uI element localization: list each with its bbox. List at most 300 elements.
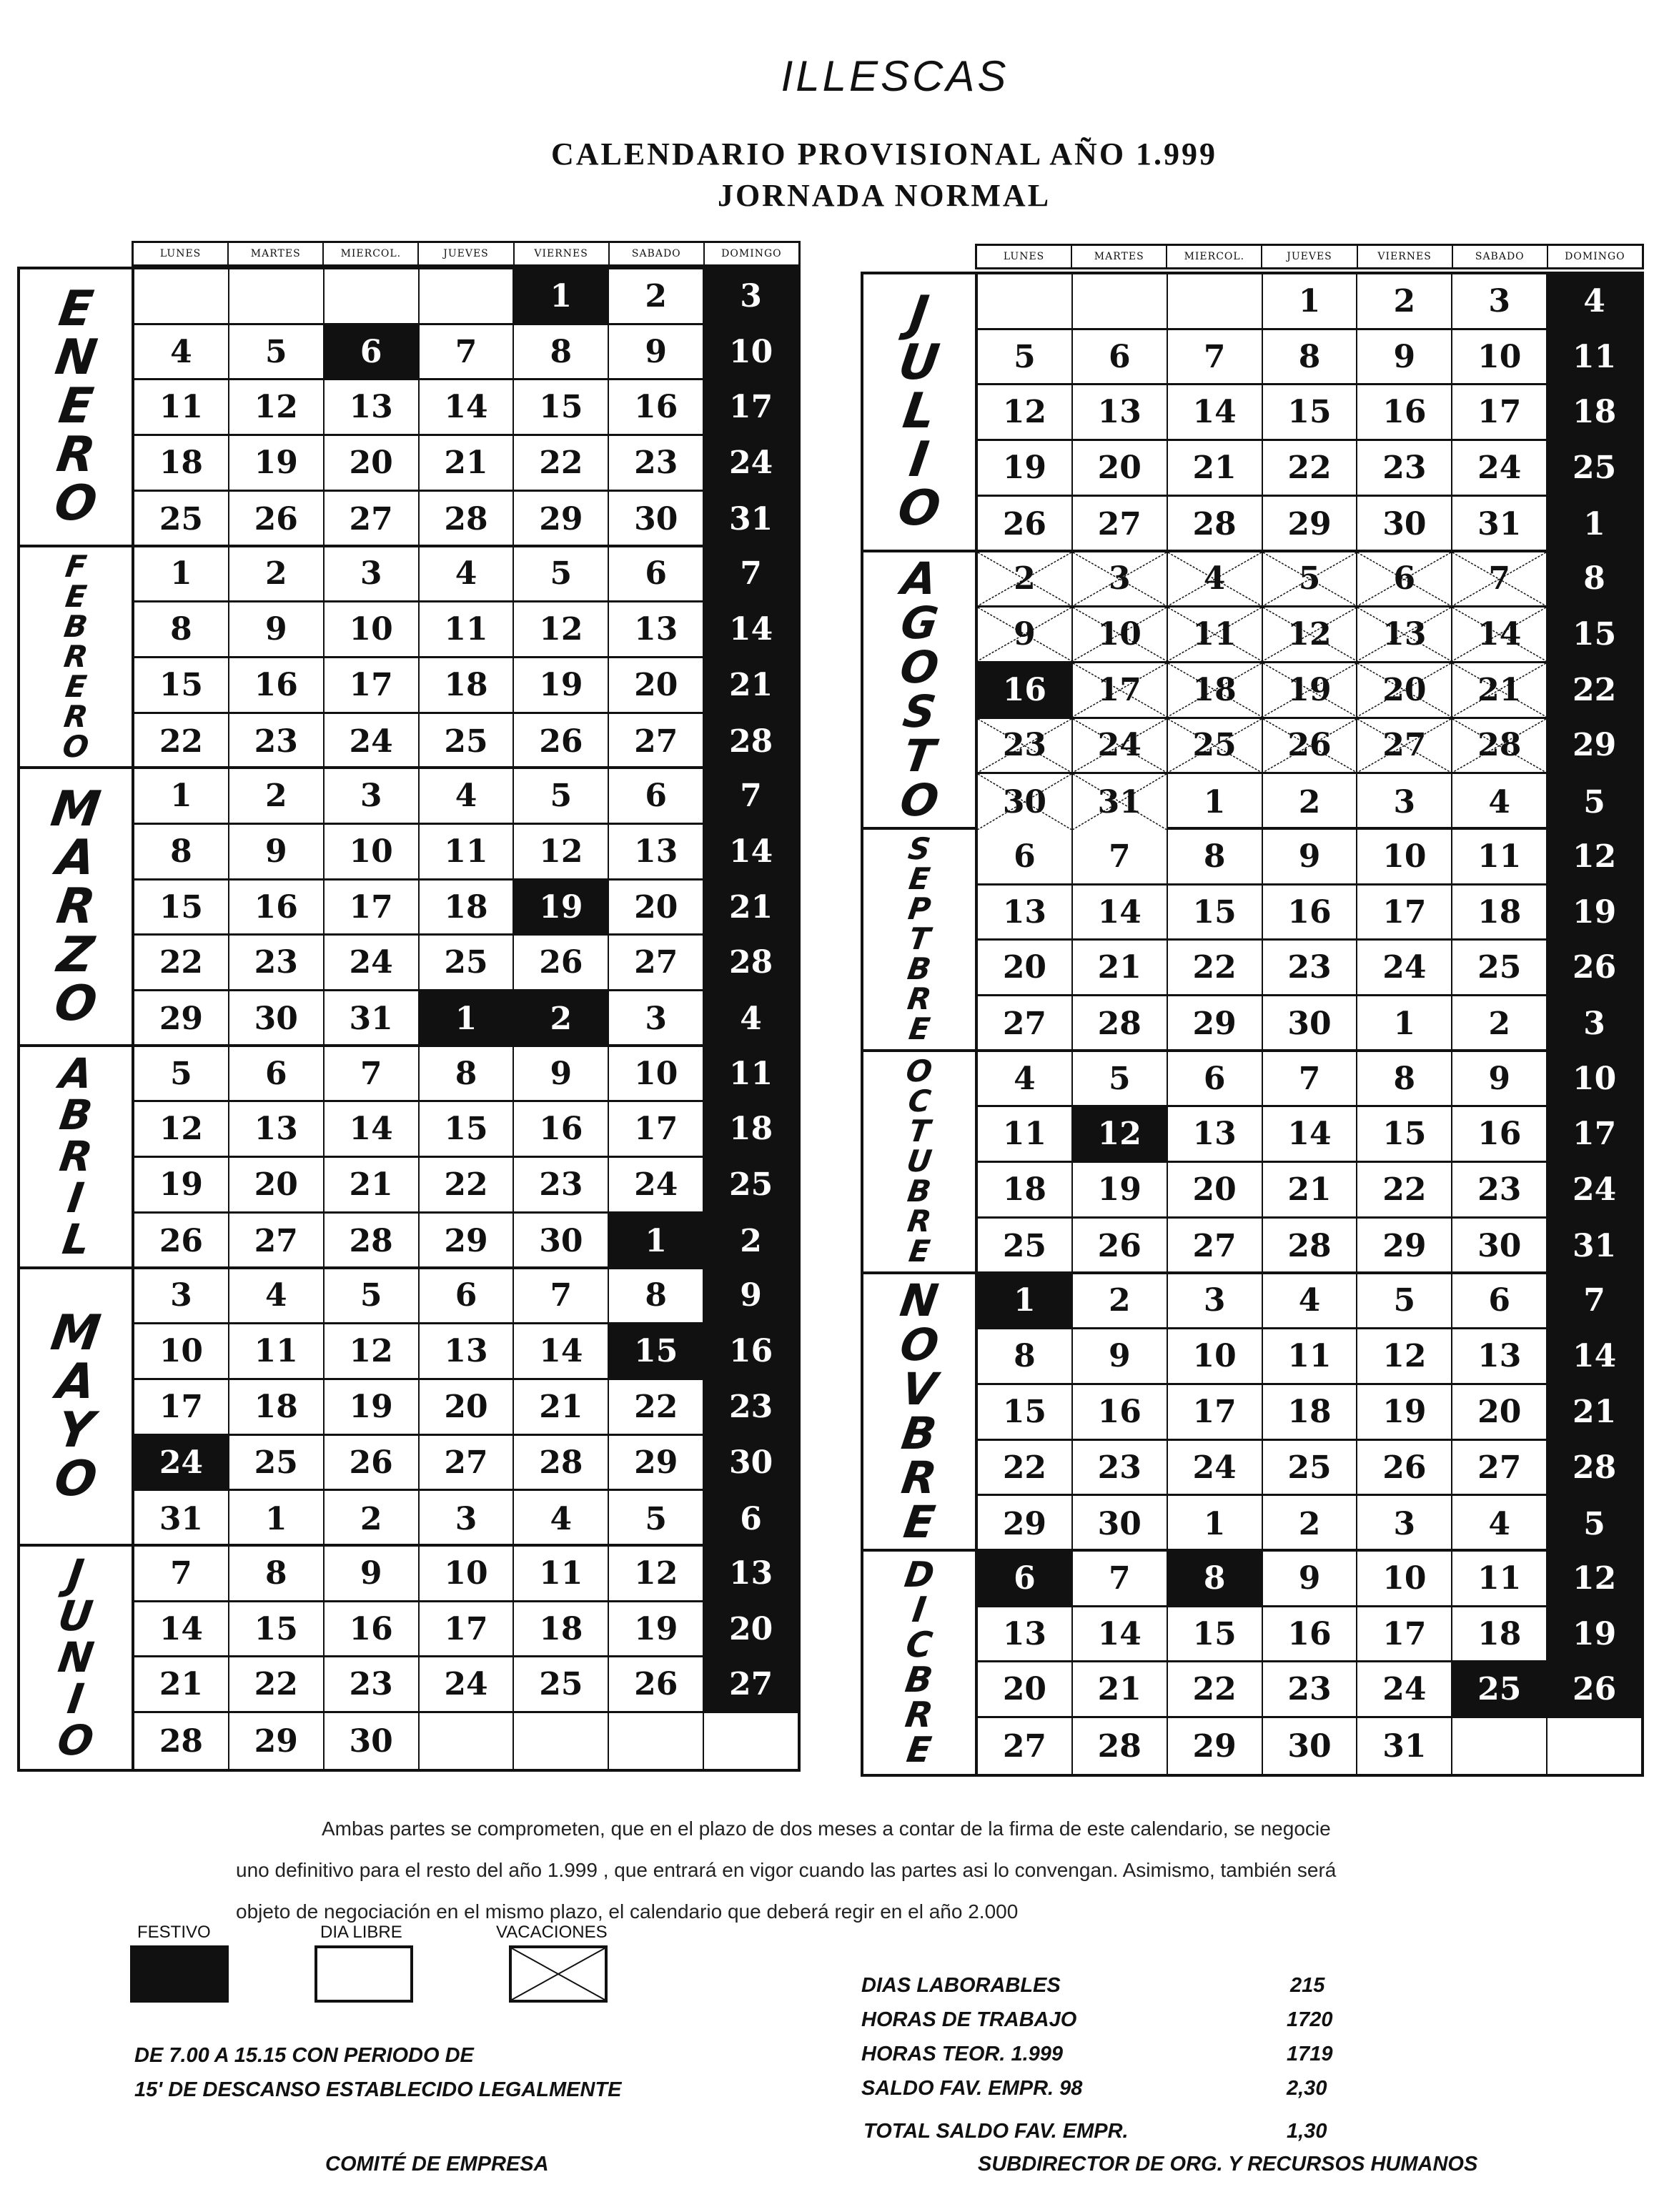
day-cell (978, 274, 1071, 328)
day-cell (418, 436, 513, 490)
day-cell (1451, 274, 1546, 328)
day-cell (512, 325, 608, 379)
day-number: 19 (1382, 1393, 1427, 1430)
month-name-letter: R (56, 1132, 96, 1181)
day-cell (228, 1491, 323, 1547)
day-cell (608, 1324, 703, 1378)
day-number: 3 (1393, 783, 1416, 820)
day-number: 2 (1298, 1505, 1321, 1542)
day-number: 29 (1287, 506, 1332, 543)
day-cell (1167, 274, 1262, 328)
day-number: 16 (1287, 1615, 1332, 1652)
day-cell (978, 552, 1071, 606)
day-number: 9 (1488, 1060, 1511, 1097)
day-number: 8 (1583, 560, 1605, 597)
day-cell (1071, 886, 1167, 939)
day-cell (978, 1496, 1071, 1552)
month-name-letter: J (64, 1550, 87, 1600)
day-cell (1167, 330, 1262, 384)
day-cell (323, 825, 418, 878)
day-number: 13 (634, 611, 678, 648)
day-number: 9 (1014, 616, 1036, 653)
day-number: 27 (1477, 1449, 1522, 1486)
day-number: 24 (634, 1166, 678, 1204)
day-number: 24 (1097, 727, 1142, 764)
day-number: 3 (360, 778, 382, 815)
day-cell (703, 1269, 798, 1323)
week-row (134, 936, 798, 991)
day-number: 27 (728, 1666, 773, 1703)
day-cell (1262, 663, 1357, 717)
day-cell (1356, 886, 1451, 939)
day-cell (978, 1441, 1071, 1494)
day-number: 12 (349, 1333, 393, 1370)
day-number: 23 (1477, 1171, 1522, 1209)
week-row (134, 714, 798, 770)
week-row (978, 663, 1641, 719)
day-cell (608, 1214, 703, 1269)
day-cell (703, 769, 798, 823)
day-number: 10 (1192, 1338, 1237, 1375)
day-number: 19 (1097, 1171, 1142, 1209)
day-number: 22 (539, 444, 583, 481)
day-cell (134, 769, 228, 823)
summary-value-3: 1719 (1287, 2043, 1333, 2065)
day-cell (703, 936, 798, 989)
day-number: 29 (1382, 1228, 1427, 1265)
day-number: 14 (444, 389, 488, 426)
day-cell (978, 719, 1071, 773)
day-number: 6 (740, 1500, 762, 1537)
day-cell (1262, 1385, 1357, 1439)
day-cell (228, 1547, 323, 1600)
day-number: 2 (550, 1001, 573, 1038)
week-row (978, 996, 1641, 1052)
day-number: 11 (444, 611, 488, 648)
day-cell (1451, 385, 1546, 439)
day-number: 10 (728, 333, 773, 370)
day-number: 15 (159, 888, 204, 926)
day-cell (1262, 1718, 1357, 1774)
day-number: 28 (444, 501, 488, 538)
day-cell (1451, 774, 1546, 830)
summary-label-4: SALDO FAV. EMPR. 98 (861, 2077, 1083, 2100)
day-number: 21 (349, 1166, 393, 1204)
day-cell (512, 714, 608, 770)
day-number: 21 (1097, 949, 1142, 986)
day-cell (1167, 385, 1262, 439)
day-cell (228, 602, 323, 656)
day-number: 19 (539, 888, 583, 926)
day-cell (228, 936, 323, 989)
day-cell (608, 602, 703, 656)
week-row (978, 1329, 1641, 1385)
day-cell (1356, 385, 1451, 439)
day-cell (418, 1713, 513, 1769)
day-cell (608, 881, 703, 934)
day-cell (1071, 774, 1167, 830)
day-cell (1262, 1607, 1357, 1661)
day-cell (134, 1102, 228, 1156)
day-cell (978, 1274, 1071, 1328)
weekday-label: SABADO (608, 243, 703, 264)
month-name-letter: R (61, 638, 90, 674)
day-number: 2 (1014, 560, 1036, 597)
day-number: 4 (455, 778, 477, 815)
day-number: 22 (1002, 1449, 1047, 1486)
day-number: 29 (634, 1444, 678, 1481)
day-number: 20 (349, 444, 393, 481)
day-cell (134, 436, 228, 490)
day-number: 25 (254, 1444, 298, 1481)
week-row (978, 330, 1641, 386)
day-cell (1546, 552, 1641, 606)
day-number: 25 (728, 1166, 773, 1204)
day-number: 7 (455, 333, 477, 370)
day-number: 3 (1203, 1282, 1226, 1319)
week-row (978, 385, 1641, 441)
week-row (134, 436, 798, 492)
day-number: 22 (159, 944, 204, 981)
day-cell (418, 1380, 513, 1434)
month-name-letter: E (55, 378, 96, 435)
day-number: 1 (455, 1001, 477, 1038)
day-cell (608, 658, 703, 712)
day-number: 30 (1002, 783, 1047, 820)
week-row (134, 825, 798, 881)
week-row (978, 1274, 1641, 1330)
day-number: 21 (444, 444, 488, 481)
day-number: 16 (634, 389, 678, 426)
day-cell (978, 1718, 1071, 1774)
day-cell (703, 1547, 798, 1600)
week-row (978, 497, 1641, 552)
day-number: 6 (360, 333, 382, 370)
day-cell (1262, 1274, 1357, 1328)
day-cell (323, 658, 418, 712)
day-number: 8 (264, 1554, 287, 1592)
month-name (863, 274, 978, 550)
cross-icon (512, 1948, 605, 2000)
day-cell (134, 1436, 228, 1489)
day-number: 30 (728, 1444, 773, 1481)
day-number: 20 (254, 1166, 298, 1204)
day-number: 29 (1192, 1006, 1237, 1043)
day-number: 27 (634, 944, 678, 981)
weekday-label: MARTES (227, 243, 322, 264)
day-number: 9 (264, 833, 287, 870)
month-name-letter: R (53, 427, 99, 484)
day-number: 5 (360, 1277, 382, 1314)
day-number: 6 (1488, 1282, 1511, 1319)
day-number: 6 (1108, 338, 1131, 375)
week-row (978, 719, 1641, 775)
calendar-subtitle: JORNADA NORMAL (717, 178, 1051, 213)
month-name-letter: I (906, 432, 933, 489)
day-number: 30 (539, 1223, 583, 1260)
day-cell (1167, 1441, 1262, 1494)
day-number: 24 (728, 444, 773, 481)
day-cell (1262, 330, 1357, 384)
month-name (863, 1552, 978, 1774)
day-cell (978, 497, 1071, 552)
day-cell (1451, 1052, 1546, 1106)
day-number: 12 (539, 833, 583, 870)
day-cell (228, 1380, 323, 1434)
day-number: 16 (1287, 893, 1332, 931)
day-cell (703, 380, 798, 434)
day-number: 18 (539, 1610, 583, 1647)
day-number: 9 (1393, 338, 1416, 375)
day-number: 30 (349, 1722, 393, 1760)
weekday-label: VIERNES (513, 243, 608, 264)
day-cell (1356, 1552, 1451, 1605)
day-cell (323, 769, 418, 823)
day-cell (703, 1657, 798, 1711)
day-number: 17 (1477, 394, 1522, 431)
day-cell (1262, 996, 1357, 1052)
day-number: 14 (1097, 1615, 1142, 1652)
weekday-label: LUNES (1003, 251, 1045, 262)
day-number: 14 (1287, 1116, 1332, 1153)
day-cell (1356, 1163, 1451, 1216)
week-row (134, 1214, 798, 1269)
month-name-letter: O (894, 480, 944, 537)
day-number: 5 (1583, 1505, 1605, 1542)
month-name-letter: O (51, 475, 101, 532)
day-number: 13 (1382, 616, 1427, 653)
day-number: 22 (1572, 671, 1617, 708)
month-name-letter: N (51, 329, 101, 387)
day-cell (608, 1436, 703, 1489)
day-cell (1262, 607, 1357, 661)
day-number: 6 (1014, 1559, 1036, 1597)
day-number: 12 (1002, 394, 1047, 431)
day-cell (323, 1602, 418, 1656)
day-number: 28 (1192, 506, 1237, 543)
day-cell (228, 1214, 323, 1269)
month-name-letter: B (56, 1091, 95, 1140)
day-cell (1451, 1219, 1546, 1274)
day-cell (608, 1547, 703, 1600)
day-number: 11 (159, 389, 204, 426)
day-cell (323, 1547, 418, 1600)
week-row (978, 774, 1641, 830)
day-cell (512, 602, 608, 656)
day-cell (703, 325, 798, 379)
day-number: 11 (1477, 838, 1522, 875)
signature-director: SUBDIRECTOR DE ORG. Y RECURSOS HUMANOS (978, 2153, 1478, 2176)
day-cell (1356, 1607, 1451, 1661)
week-row (978, 441, 1641, 497)
day-cell (228, 1657, 323, 1711)
day-number: 4 (740, 1001, 762, 1038)
day-cell (1356, 1107, 1451, 1161)
day-number: 9 (740, 1277, 762, 1314)
day-cell (134, 1158, 228, 1211)
month-block-marzo (20, 769, 798, 1047)
day-cell (512, 436, 608, 490)
day-number: 22 (159, 723, 204, 760)
signature-committee: COMITÉ DE EMPRESA (325, 2153, 549, 2176)
day-number: 7 (740, 555, 762, 592)
day-cell (134, 1047, 228, 1101)
day-number: 25 (159, 501, 204, 538)
day-number: 7 (170, 1554, 192, 1592)
calendar-grid (861, 272, 1644, 1777)
day-cell (1071, 1163, 1167, 1216)
month-name-letter: E (906, 1234, 932, 1269)
day-cell (1071, 1552, 1167, 1605)
day-cell (1356, 1052, 1451, 1106)
legend-vacaciones-label: VACACIONES (496, 1923, 608, 1942)
day-cell (978, 1163, 1071, 1216)
day-cell (1546, 1163, 1641, 1216)
day-number: 27 (444, 1444, 488, 1481)
day-number: 8 (170, 833, 192, 870)
day-number: 6 (1014, 838, 1036, 875)
day-number: 7 (740, 778, 762, 815)
schedule-line-2: 15' DE DESCANSO ESTABLECIDO LEGALMENTE (134, 2078, 622, 2101)
day-cell (418, 1547, 513, 1600)
day-number: 9 (1298, 1559, 1321, 1597)
day-number: 3 (170, 1277, 192, 1314)
legend-vacaciones-swatch (509, 1945, 608, 2003)
month-name-letter: O (896, 640, 942, 693)
month-name-letter: B (905, 1174, 934, 1209)
week-row (134, 658, 798, 714)
day-cell (134, 881, 228, 934)
day-cell (1356, 1441, 1451, 1494)
day-cell (1451, 330, 1546, 384)
day-number: 30 (1097, 1505, 1142, 1542)
day-cell (608, 492, 703, 547)
day-number: 25 (1477, 949, 1522, 986)
day-cell (1356, 1496, 1451, 1552)
day-cell (1167, 1274, 1262, 1328)
day-cell (512, 1269, 608, 1323)
weekday-label: MIERCOL. (322, 243, 417, 264)
day-number: 15 (1287, 394, 1332, 431)
week-row (134, 991, 798, 1047)
day-number: 21 (539, 1388, 583, 1425)
day-cell (703, 436, 798, 490)
day-number: 31 (1572, 1228, 1617, 1265)
day-number: 23 (728, 1388, 773, 1425)
day-cell (1071, 1219, 1167, 1274)
day-number: 20 (1192, 1171, 1237, 1209)
day-number: 26 (1572, 949, 1617, 986)
day-number: 12 (254, 389, 298, 426)
day-cell (1546, 1274, 1641, 1328)
day-cell (134, 991, 228, 1047)
day-number: 11 (728, 1055, 773, 1092)
day-number: 31 (1477, 506, 1522, 543)
day-cell (1167, 1329, 1262, 1383)
day-cell (1167, 1219, 1262, 1274)
weekday-header (975, 244, 1644, 269)
day-number: 5 (170, 1055, 192, 1092)
day-cell (1071, 1274, 1167, 1328)
day-number: 16 (539, 1111, 583, 1148)
day-number: 19 (159, 1166, 204, 1204)
day-number: 20 (634, 666, 678, 703)
day-number: 27 (1382, 727, 1427, 764)
day-number: 14 (728, 833, 773, 870)
month-name-letter: U (904, 1144, 934, 1179)
day-number: 14 (159, 1610, 204, 1647)
day-cell (978, 886, 1071, 939)
weekday-label: JUEVES (1261, 246, 1356, 267)
day-number: 7 (550, 1277, 573, 1314)
day-number: 24 (1572, 1171, 1617, 1209)
day-cell (703, 1380, 798, 1434)
day-number: 26 (1287, 727, 1332, 764)
day-cell (512, 380, 608, 434)
day-number: 20 (1477, 1393, 1522, 1430)
month-name (20, 769, 134, 1044)
day-number: 29 (254, 1722, 298, 1760)
day-cell (608, 547, 703, 601)
day-cell (134, 1324, 228, 1378)
day-cell (703, 1602, 798, 1656)
day-cell (418, 1158, 513, 1211)
day-cell (978, 441, 1071, 495)
month-block-febrero (20, 547, 798, 770)
day-number: 15 (1192, 893, 1237, 931)
month-name-letter: O (60, 728, 91, 764)
day-number: 28 (349, 1223, 393, 1260)
day-cell (1071, 1329, 1167, 1383)
day-number: 10 (159, 1333, 204, 1370)
day-cell (418, 1436, 513, 1489)
day-cell (1356, 497, 1451, 552)
day-number: 18 (1477, 893, 1522, 931)
week-row (134, 325, 798, 381)
day-cell (1356, 1718, 1451, 1774)
day-cell (228, 492, 323, 547)
day-cell (608, 269, 703, 323)
day-number: 5 (645, 1500, 668, 1537)
day-cell (418, 1602, 513, 1656)
day-number: 18 (1287, 1393, 1332, 1430)
day-cell (1262, 1329, 1357, 1383)
day-cell (1262, 1052, 1357, 1106)
day-cell (1071, 385, 1167, 439)
month-name-letter: E (900, 1495, 939, 1548)
day-number: 8 (550, 333, 573, 370)
day-number: 22 (1382, 1171, 1427, 1209)
day-number: 30 (1382, 506, 1427, 543)
month-name-letter: I (64, 1174, 87, 1223)
day-cell (134, 825, 228, 878)
week-row (134, 1158, 798, 1214)
day-number: 20 (444, 1388, 488, 1425)
day-number: 10 (1572, 1060, 1617, 1097)
week-row (134, 1602, 798, 1658)
day-number: 14 (539, 1333, 583, 1370)
day-cell (1262, 1107, 1357, 1161)
day-number: 27 (349, 501, 393, 538)
week-row (134, 1547, 798, 1602)
day-cell (1071, 1107, 1167, 1161)
day-cell (512, 1380, 608, 1434)
day-number: 20 (1097, 449, 1142, 486)
day-cell (978, 330, 1071, 384)
day-cell (1546, 274, 1641, 328)
day-cell (323, 1269, 418, 1323)
day-number: 14 (1477, 616, 1522, 653)
